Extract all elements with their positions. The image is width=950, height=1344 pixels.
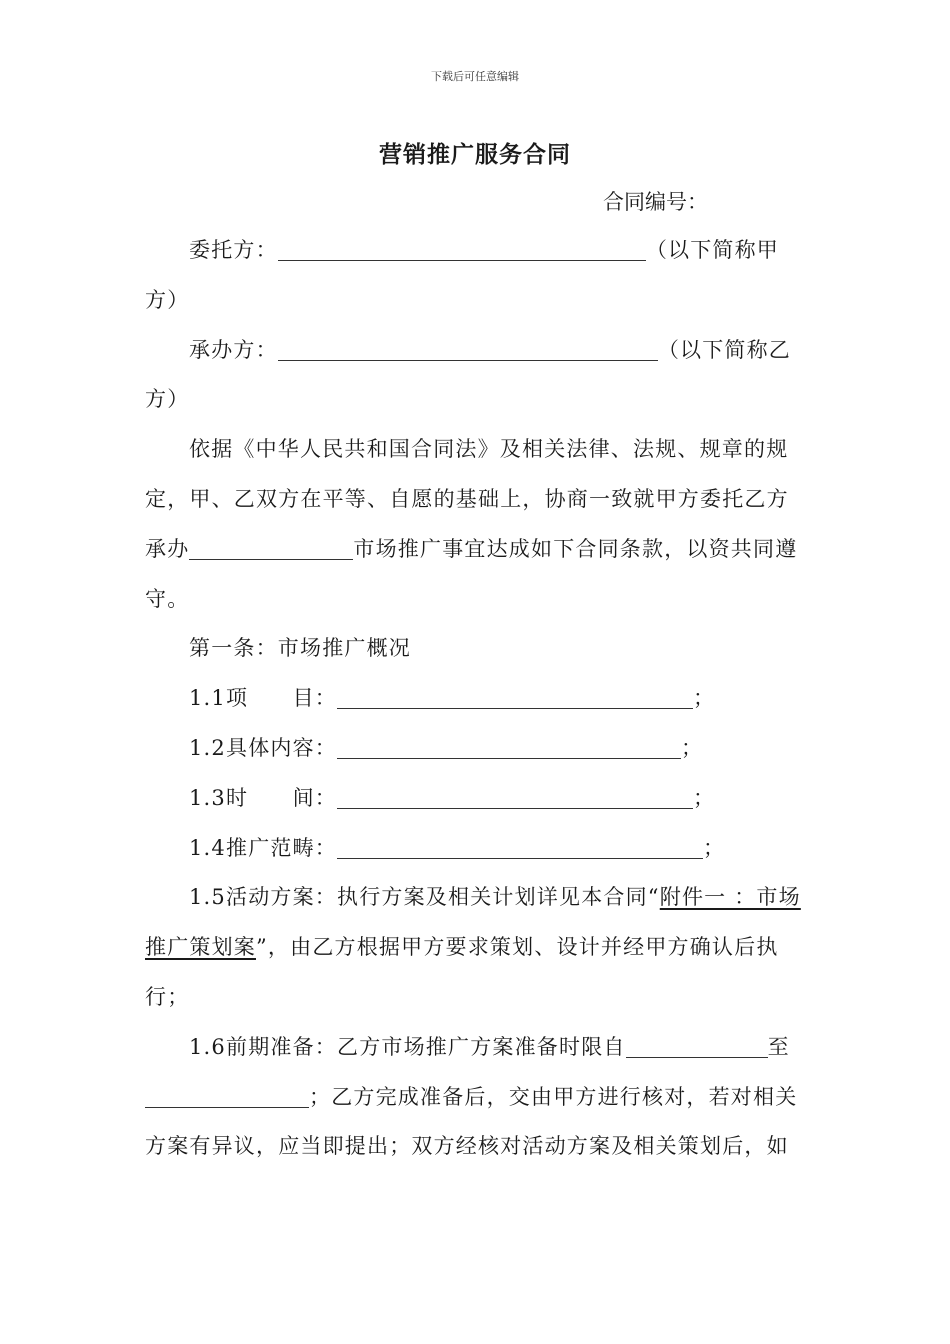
party-b-suffix: （以下简称乙方） [145, 337, 792, 412]
item-1-5 [145, 873, 805, 1022]
item-1-1-label: 1.1项 目： [189, 686, 337, 711]
item-1-3-end: ； [693, 785, 716, 810]
item-1-6-text2: ；乙方完成准备后，交由甲方进行核对，若对相关方案有异议，应当即提出；双方经核对活动方案及相关策划后，如 [145, 1084, 798, 1159]
preamble [145, 425, 805, 624]
prep-start-blank [626, 1027, 768, 1058]
item-1-4-end: ； [703, 835, 726, 860]
item-1-5-label: 1.5活动方案： [189, 885, 337, 910]
prep-end-blank [145, 1077, 309, 1108]
party-a-suffix: （以下简称甲方） [145, 238, 780, 312]
party-b-blank [278, 330, 658, 361]
project-name-blank [189, 529, 353, 560]
item-1-3 [145, 774, 805, 824]
item-1-4 [145, 824, 805, 874]
attachment-link[interactable]: 附件一 ：市场推广策划案 [145, 885, 801, 960]
contract-body [145, 226, 805, 1172]
item-1-3-blank [337, 778, 693, 809]
item-1-2-blank [337, 728, 681, 759]
item-1-4-label: 1.4推广范畴： [189, 835, 337, 860]
party-a-line [145, 226, 805, 326]
article1-title: 第一条：市场推广概况 [189, 636, 411, 661]
item-1-5-text1: 执行方案及相关计划详见本合同“ [337, 885, 660, 910]
header-note: 下载后可任意编辑 [431, 70, 519, 83]
item-1-5-text2: ”，由乙方根据甲方要求策划、设计并经甲方确认后执行； [145, 935, 779, 1009]
item-1-6-to: 至 [767, 1034, 790, 1059]
party-b-line [145, 326, 805, 426]
item-1-1 [145, 674, 805, 724]
item-1-3-label: 1.3时 间： [189, 785, 337, 810]
item-1-1-end: ； [693, 686, 716, 711]
preamble-part2: 市场推广事宜达成如下合同条款，以资共同遵守。 [145, 536, 798, 611]
item-1-1-blank [337, 678, 693, 709]
party-a-label: 委托方： [189, 238, 278, 262]
party-a-blank [278, 230, 646, 261]
item-1-2 [145, 724, 805, 774]
preamble-part1: 依据《中华人民共和国合同法》及相关法律、法规、规章的规定，甲、乙双方在平等、自愿的基础上，协商一致就甲方委托乙方承办 [145, 437, 789, 561]
contract-number-label: 合同编号： [603, 190, 708, 214]
item-1-2-label: 1.2具体内容： [189, 735, 337, 760]
document-title: 营销推广服务合同 [379, 141, 571, 168]
item-1-4-blank [337, 828, 703, 859]
item-1-6 [145, 1023, 805, 1172]
item-1-6-text1: 乙方市场推广方案准备时限自 [337, 1034, 626, 1059]
item-1-2-end: ； [681, 735, 704, 760]
party-b-label: 承办方： [189, 337, 278, 362]
item-1-6-label: 1.6前期准备： [189, 1034, 337, 1059]
